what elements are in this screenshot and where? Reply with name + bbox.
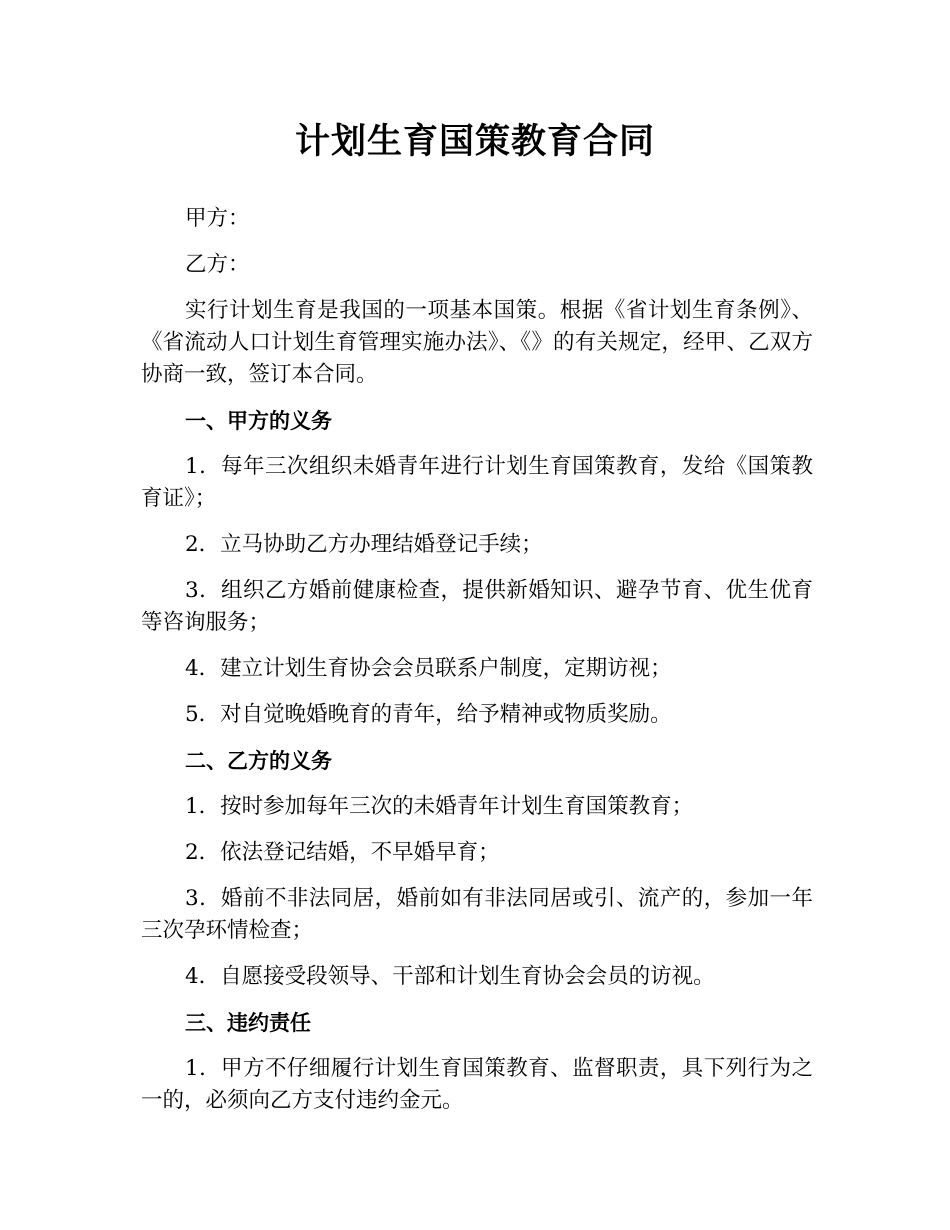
party-a-duty-item: 1．每年三次组织未婚青年进行计划生育国策教育，发给《国策教育证》； xyxy=(141,454,813,511)
party-b-duty-item: 3．婚前不非法同居，婚前如有非法同居或引、流产的，参加一年三次孕环情检查； xyxy=(141,886,813,943)
section-heading-party-a-duties: 一、甲方的义务 xyxy=(185,409,332,433)
document-body xyxy=(141,203,813,1131)
party-a-duty-item: 4．建立计划生育协会会员联系户制度，定期访视； xyxy=(185,656,672,681)
party-b-duty-item: 1．按时参加每年三次的未婚青年计划生育国策教育； xyxy=(185,794,694,819)
section-heading-party-b-duties: 二、乙方的义务 xyxy=(185,749,332,773)
party-a-duty-item: 2．立马协助乙方办理结婚登记手续； xyxy=(185,532,543,557)
liability-item: 1．甲方不仔细履行计划生育国策教育、监督职责，具下列行为之一的，必须向乙方支付违约金元。 xyxy=(141,1056,813,1113)
document-title: 计划生育国策教育合同 xyxy=(294,122,655,162)
party-a-duty-item: 5．对自觉晚婚晚育的青年，给予精神或物质奖励。 xyxy=(185,702,672,727)
party-a-duty-item: 3．组织乙方婚前健康检查，提供新婚知识、避孕节育、优生优育等咨询服务； xyxy=(141,578,813,635)
party-a-line: 甲方： xyxy=(185,206,250,231)
party-b-line: 乙方： xyxy=(185,252,250,277)
section-heading-liability: 三、违约责任 xyxy=(185,1011,311,1035)
intro-paragraph: 实行计划生育是我国的一项基本国策。根据《省计划生育条例》、《省流动人口计划生育管理实施办法》、《》的有关规定，经甲、乙双方协商一致，签订本合同。 xyxy=(141,298,813,387)
party-b-duty-item: 2．依法登记结婚，不早婚早育； xyxy=(185,840,500,865)
party-b-duty-item: 4．自愿接受段领导、干部和计划生育协会会员的访视。 xyxy=(185,964,715,989)
